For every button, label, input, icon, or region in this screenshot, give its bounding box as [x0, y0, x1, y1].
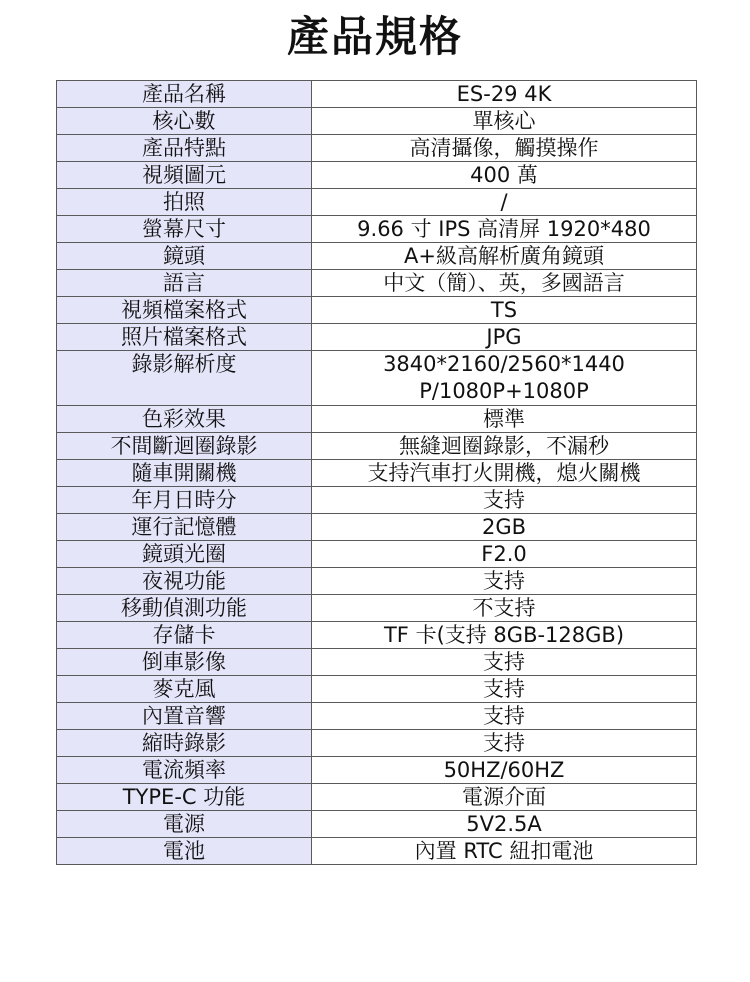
page-title: 產品規格 [286, 12, 463, 61]
spec-value-line: P/1080P+1080P [419, 379, 589, 403]
spec-label: 縮時錄影 [57, 730, 312, 757]
spec-label: 電源 [57, 811, 312, 838]
spec-value [312, 351, 697, 406]
spec-label: 產品特點 [57, 135, 312, 162]
table-row [57, 730, 697, 757]
table-row [57, 189, 697, 216]
spec-value: 無縫迴圈錄影，不漏秒 [312, 433, 697, 460]
spec-label: 錄影解析度 [57, 351, 312, 406]
table-row [57, 297, 697, 324]
table-row [57, 541, 697, 568]
table-row [57, 487, 697, 514]
spec-value: 單核心 [312, 108, 697, 135]
spec-value: 支持汽車打火開機，熄火關機 [312, 460, 697, 487]
spec-value: 內置 RTC 紐扣電池 [312, 838, 697, 865]
spec-label: 麥克風 [57, 676, 312, 703]
spec-label: 電流頻率 [57, 757, 312, 784]
spec-value: JPG [312, 324, 697, 351]
spec-value: 支持 [312, 676, 697, 703]
spec-label: 鏡頭光圈 [57, 541, 312, 568]
spec-label: 倒車影像 [57, 649, 312, 676]
table-row [57, 811, 697, 838]
table-row [57, 216, 697, 243]
spec-label: 年月日時分 [57, 487, 312, 514]
spec-value: 高清攝像，觸摸操作 [312, 135, 697, 162]
spec-value: 中文（簡）、英，多國語言 [312, 270, 697, 297]
table-row [57, 81, 697, 108]
spec-value: ES-29 4K [312, 81, 697, 108]
spec-value: TF 卡(支持 8GB-128GB) [312, 622, 697, 649]
table-row [57, 784, 697, 811]
table-row [57, 622, 697, 649]
table-row [57, 406, 697, 433]
spec-label: 核心數 [57, 108, 312, 135]
table-row [57, 135, 697, 162]
table-row [57, 703, 697, 730]
spec-label: 色彩效果 [57, 406, 312, 433]
spec-value: 400 萬 [312, 162, 697, 189]
spec-value: 50HZ/60HZ [312, 757, 697, 784]
table-row [57, 351, 697, 406]
table-row [57, 433, 697, 460]
spec-value: 支持 [312, 487, 697, 514]
table-row [57, 460, 697, 487]
spec-value: 支持 [312, 649, 697, 676]
spec-table-body [57, 81, 697, 865]
spec-value-line: 3840*2160/2560*1440 [383, 352, 625, 376]
spec-label: 語言 [57, 270, 312, 297]
spec-value: 標準 [312, 406, 697, 433]
spec-label: 存儲卡 [57, 622, 312, 649]
table-row [57, 514, 697, 541]
spec-label: 照片檔案格式 [57, 324, 312, 351]
spec-value: 電源介面 [312, 784, 697, 811]
spec-value: 2GB [312, 514, 697, 541]
spec-value: F2.0 [312, 541, 697, 568]
spec-label: TYPE-C 功能 [57, 784, 312, 811]
spec-label: 拍照 [57, 189, 312, 216]
spec-label: 內置音響 [57, 703, 312, 730]
spec-label: 視頻檔案格式 [57, 297, 312, 324]
table-row [57, 162, 697, 189]
table-row [57, 108, 697, 135]
spec-value: 支持 [312, 568, 697, 595]
table-row [57, 676, 697, 703]
spec-value: 不支持 [312, 595, 697, 622]
spec-value: A+級高解析廣角鏡頭 [312, 243, 697, 270]
table-row [57, 595, 697, 622]
spec-label: 螢幕尺寸 [57, 216, 312, 243]
spec-label: 鏡頭 [57, 243, 312, 270]
spec-label: 隨車開關機 [57, 460, 312, 487]
table-row [57, 838, 697, 865]
spec-label: 電池 [57, 838, 312, 865]
spec-value: 支持 [312, 730, 697, 757]
spec-label: 視頻圖元 [57, 162, 312, 189]
table-row [57, 757, 697, 784]
spec-value: TS [312, 297, 697, 324]
spec-label: 運行記憶體 [57, 514, 312, 541]
table-row [57, 243, 697, 270]
table-row [57, 568, 697, 595]
spec-table [56, 80, 697, 865]
table-row [57, 324, 697, 351]
table-row [57, 649, 697, 676]
spec-value: / [312, 189, 697, 216]
spec-label: 移動偵測功能 [57, 595, 312, 622]
spec-value: 支持 [312, 703, 697, 730]
spec-label: 不間斷迴圈錄影 [57, 433, 312, 460]
spec-value: 9.66 寸 IPS 高清屏 1920*480 [312, 216, 697, 243]
spec-value: 5V2.5A [312, 811, 697, 838]
spec-label: 產品名稱 [57, 81, 312, 108]
table-row [57, 270, 697, 297]
spec-label: 夜視功能 [57, 568, 312, 595]
